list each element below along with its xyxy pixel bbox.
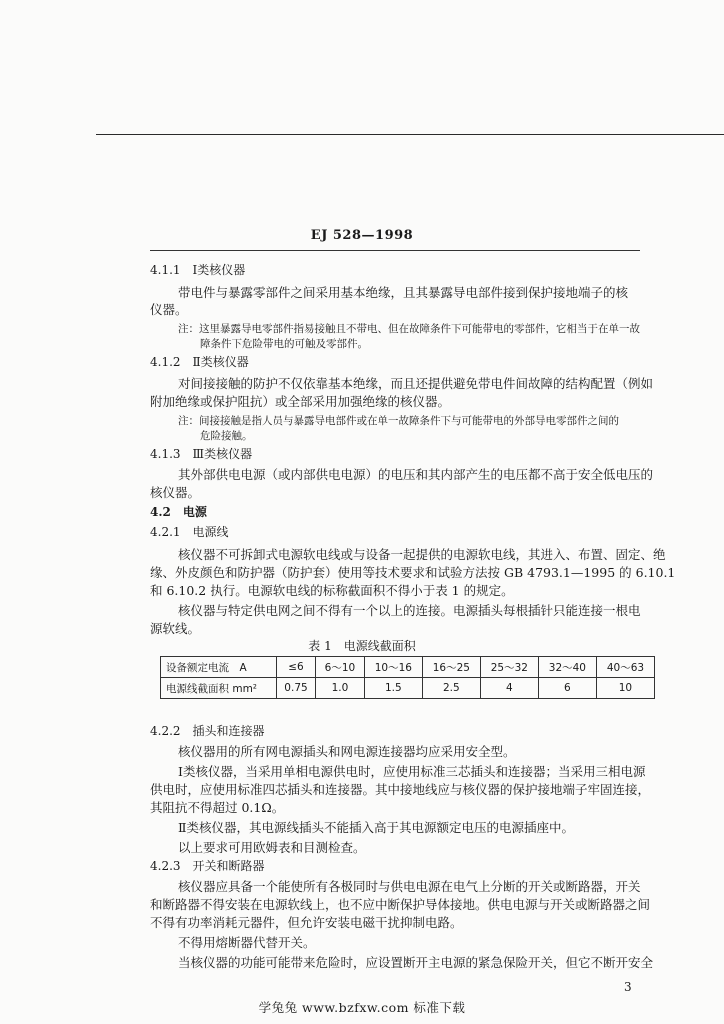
paragraph-line: 核仪器与特定供电网之间不得有一个以上的连接。电源插头每根插针只能连接一根电: [178, 603, 641, 618]
table-cell: 40～63: [596, 657, 654, 678]
paragraph-line: Ⅱ类核仪器，其电源线插头不能插入高于其电源额定电压的电源插座中。: [178, 820, 574, 835]
section-4-1-1-heading: 4.1.1 Ⅰ类核仪器: [150, 263, 246, 277]
paragraph-line: 和断路器不得安装在电源软线上，也不应中断保护导体接地。供电电源与开关或断路器之间: [150, 897, 651, 912]
table-1-title: 表 1 电源线截面积: [308, 639, 416, 653]
table-cell: 2.5: [422, 678, 480, 699]
paragraph-line: 源软线。: [150, 621, 201, 636]
paragraph-line: 核仪器应具备一个能使所有各极同时与供电电源在电气上分断的开关或断路器，开关: [178, 879, 641, 894]
paragraph-line: 不得用熔断器代替开关。: [178, 935, 316, 950]
paragraph-line: 带电件与暴露零部件之间采用基本绝缘，且其暴露导电部件接到保护接地端子的核: [178, 285, 629, 300]
table-cell: 6: [538, 678, 596, 699]
paragraph-line: 仪器。: [150, 302, 188, 317]
note-line: 危险接触。: [200, 430, 253, 442]
footer-watermark: 学兔兔 www.bzfxw.com 标准下载: [258, 1000, 466, 1015]
section-4-2-heading: 4.2 电源: [150, 505, 207, 519]
paragraph-line: 核仪器不可拆卸式电源软电线或与设备一起提供的电源软电线，其进入、布置、固定、绝: [178, 547, 666, 562]
page-number: 3: [624, 980, 632, 994]
table-cell: 1.0: [316, 678, 365, 699]
paragraph-line: 核仪器。: [150, 485, 201, 500]
paragraph-line: 以上要求可用欧姆表和目测检查。: [178, 840, 366, 855]
paragraph-line: 当核仪器的功能可能带来危险时，应设置断开主电源的紧急保险开关，但它不断开安全: [178, 955, 654, 970]
paragraph-line: 其外部供电电源（或内部供电电源）的电压和其内部产生的电压都不高于安全低电压的: [178, 467, 654, 482]
table-cell: 32～40: [538, 657, 596, 678]
top-rule: [96, 134, 724, 135]
standard-code-header: EJ 528—1998: [310, 228, 414, 243]
paragraph-line: 供电时，应使用标准四芯插头和连接器。其中接地线应与核仪器的保护接地端子牢固连接，: [150, 782, 651, 797]
table-cell: 16～25: [422, 657, 480, 678]
table-row: [161, 678, 655, 699]
paragraph-line: 和 6.10.2 执行。电源软电线的标称截面积不得小于表 1 的规定。: [150, 583, 514, 598]
note-line: 注：这里暴露导电零部件指易接触且不带电、但在故障条件下可能带电的零部件，它相当于在单一故: [178, 323, 640, 335]
table-row-header: 设备额定电流 A: [161, 657, 277, 678]
paragraph-line: 缘、外皮颜色和防护器（防护套）使用等技术要求和试验方法按 GB 4793.1—1995 的 6.10.1: [150, 565, 676, 580]
table-cell: 10～16: [364, 657, 422, 678]
section-4-2-2-heading: 4.2.2 插头和连接器: [150, 724, 265, 738]
header-rule: [150, 250, 640, 251]
table-row: [161, 657, 655, 678]
table-cell: 0.75: [277, 678, 316, 699]
table-cell: 10: [596, 678, 654, 699]
power-cord-table: [160, 656, 655, 699]
paragraph-line: 核仪器用的所有网电源插头和网电源连接器均应采用安全型。: [178, 744, 516, 759]
table-cell: 6～10: [316, 657, 365, 678]
section-4-1-2-heading: 4.1.2 Ⅱ类核仪器: [150, 355, 249, 369]
table-cell: 4: [480, 678, 538, 699]
paragraph-line: 附加绝缘或保护阻抗）或全部采用加强绝缘的核仪器。: [150, 394, 451, 409]
section-4-2-1-heading: 4.2.1 电源线: [150, 525, 229, 539]
note-line: 障条件下危险带电的可触及零部件。: [200, 338, 368, 350]
paragraph-line: 对间接接触的防护不仅依靠基本绝缘，而且还提供避免带电件间故障的结构配置（例如: [178, 376, 654, 391]
paragraph-line: 其阻抗不得超过 0.1Ω。: [150, 800, 285, 815]
paragraph-line: Ⅰ类核仪器，当采用单相电源供电时，应使用标准三芯插头和连接器；当采用三相电源: [178, 764, 646, 779]
section-4-1-3-heading: 4.1.3 Ⅲ类核仪器: [150, 447, 253, 461]
table-row-header: 电源线截面积 mm²: [161, 678, 277, 699]
table-cell: ≤6: [277, 657, 316, 678]
note-line: 注：间接接触是指人员与暴露导电部件或在单一故障条件下与可能带电的外部导电零部件之间的: [178, 415, 619, 427]
paragraph-line: 不得有功率消耗元器件，但允许安装电磁干扰抑制电路。: [150, 915, 463, 930]
table-cell: 25～32: [480, 657, 538, 678]
section-4-2-3-heading: 4.2.3 开关和断路器: [150, 859, 265, 873]
table-cell: 1.5: [364, 678, 422, 699]
